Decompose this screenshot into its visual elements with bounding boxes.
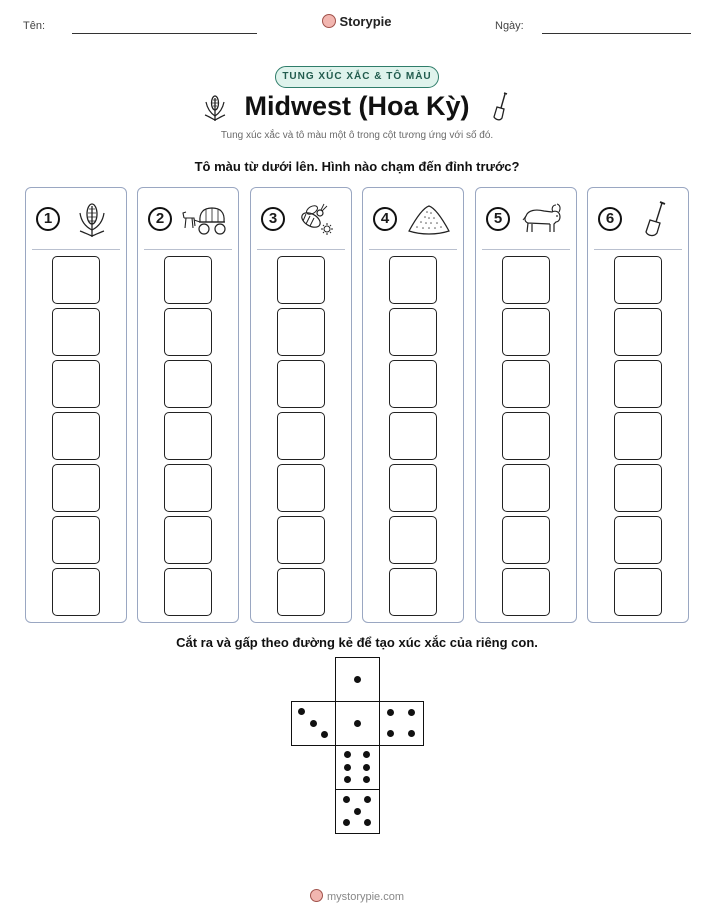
dice-pip [387, 730, 394, 737]
column-number: 1 [36, 207, 60, 231]
bison-icon [520, 200, 564, 238]
column-number: 6 [598, 207, 622, 231]
color-box[interactable] [164, 360, 212, 408]
color-box[interactable] [164, 464, 212, 512]
color-box[interactable] [164, 568, 212, 616]
brand-logo [0, 14, 714, 29]
dice-pip [354, 720, 361, 727]
color-box[interactable] [52, 412, 100, 460]
column-divider [594, 249, 682, 250]
color-box[interactable] [277, 360, 325, 408]
date-line[interactable] [542, 33, 691, 34]
color-box[interactable] [502, 412, 550, 460]
column-divider [32, 249, 120, 250]
color-box[interactable] [164, 412, 212, 460]
column-5 [475, 187, 577, 623]
dice-pip [363, 751, 370, 758]
color-box[interactable] [52, 256, 100, 304]
dice-pip [310, 720, 317, 727]
dice-pip [408, 730, 415, 737]
date-label: Ngày: [495, 20, 524, 32]
dice-pip [344, 764, 351, 771]
dice-pip [344, 776, 351, 783]
dice-pip [364, 819, 371, 826]
column-number: 3 [261, 207, 285, 231]
color-box[interactable] [502, 568, 550, 616]
color-box[interactable] [277, 464, 325, 512]
dice-pip [298, 708, 305, 715]
color-box[interactable] [52, 464, 100, 512]
dice-face-3 [291, 701, 336, 746]
dice-pip [363, 764, 370, 771]
column-divider [144, 249, 232, 250]
dice-pip [343, 796, 350, 803]
color-box[interactable] [52, 308, 100, 356]
brand-name: Storypie [339, 14, 392, 29]
dice-pip [354, 676, 361, 683]
color-box[interactable] [389, 516, 437, 564]
footer-url: mystorypie.com [326, 891, 405, 903]
color-box[interactable] [277, 412, 325, 460]
bee-icon [295, 200, 339, 238]
color-box[interactable] [277, 568, 325, 616]
color-box[interactable] [389, 308, 437, 356]
name-label: Tên: [23, 20, 46, 32]
activity-badge: TUNG XÚC XẮC & TÔ MÀU [275, 66, 439, 88]
dice-pip [387, 709, 394, 716]
column-divider [369, 249, 457, 250]
dice-face-1 [335, 701, 380, 746]
shovel-icon [632, 200, 676, 238]
color-box[interactable] [614, 516, 662, 564]
column-6 [587, 187, 689, 623]
color-box[interactable] [164, 256, 212, 304]
column-2 [137, 187, 239, 623]
color-box[interactable] [52, 516, 100, 564]
color-box[interactable] [502, 464, 550, 512]
dice-face-4 [379, 701, 424, 746]
column-4 [362, 187, 464, 623]
column-number: 2 [148, 207, 172, 231]
cut-instruction: Cắt ra và gấp theo đường kẻ để tạo xúc xắc của riêng con. [176, 635, 538, 650]
dice-pip [363, 776, 370, 783]
storypie-pig-icon [322, 14, 336, 28]
grain-pile-icon [407, 200, 451, 238]
column-1 [25, 187, 127, 623]
color-box[interactable] [614, 464, 662, 512]
color-box[interactable] [277, 256, 325, 304]
column-divider [482, 249, 570, 250]
name-line[interactable] [72, 33, 257, 34]
color-box[interactable] [389, 412, 437, 460]
column-number: 4 [373, 207, 397, 231]
color-box[interactable] [389, 360, 437, 408]
color-box[interactable] [389, 256, 437, 304]
color-box[interactable] [502, 256, 550, 304]
footer [0, 889, 714, 903]
color-box[interactable] [614, 256, 662, 304]
dice-pip [408, 709, 415, 716]
color-box[interactable] [277, 516, 325, 564]
column-number: 5 [486, 207, 510, 231]
column-3 [250, 187, 352, 623]
color-box[interactable] [502, 360, 550, 408]
shovel-icon [488, 92, 512, 122]
corn-icon [70, 200, 114, 238]
dice-face-1 [335, 657, 380, 702]
dice-pip [354, 808, 361, 815]
covered-wagon-icon [182, 200, 226, 238]
color-box[interactable] [614, 308, 662, 356]
color-box[interactable] [52, 360, 100, 408]
dice-pip [364, 796, 371, 803]
dice-pip [343, 819, 350, 826]
color-box[interactable] [277, 308, 325, 356]
dice-face-6 [335, 745, 380, 790]
color-box[interactable] [164, 516, 212, 564]
color-box[interactable] [614, 412, 662, 460]
color-box[interactable] [389, 464, 437, 512]
column-divider [257, 249, 345, 250]
color-box[interactable] [502, 308, 550, 356]
color-box[interactable] [164, 308, 212, 356]
instruction: Tô màu từ dưới lên. Hình nào chạm đến đỉnh trước? [194, 159, 520, 174]
color-box[interactable] [52, 568, 100, 616]
page-title: Midwest (Hoa Kỳ) [244, 91, 470, 121]
subtitle: Tung xúc xắc và tô màu một ô trong cột tương ứng với số đó. [220, 130, 494, 141]
color-box[interactable] [614, 568, 662, 616]
dice-face-5 [335, 789, 380, 834]
color-box[interactable] [502, 516, 550, 564]
dice-pip [321, 731, 328, 738]
color-box[interactable] [389, 568, 437, 616]
dice-pip [344, 751, 351, 758]
color-box[interactable] [614, 360, 662, 408]
storypie-pig-icon [310, 889, 323, 902]
